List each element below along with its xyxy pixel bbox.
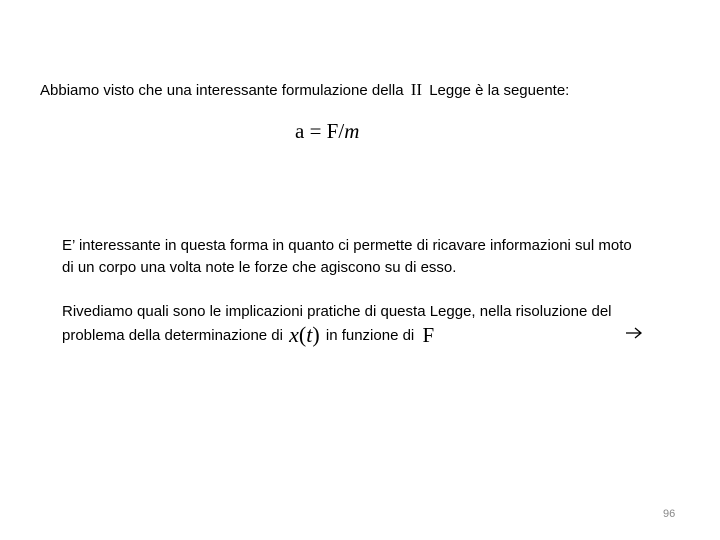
intro-text-before: Abbiamo visto che una interessante formulazione della bbox=[40, 82, 404, 99]
intro-line bbox=[40, 80, 569, 101]
paragraph1-line1: E’ interessante in questa forma in quanto ci permette di ricavare informazioni sul moto bbox=[62, 237, 632, 254]
force-symbol: F bbox=[422, 323, 435, 347]
formula-slash: / bbox=[338, 119, 345, 143]
formula-acceleration: a bbox=[295, 119, 305, 143]
right-arrow-icon bbox=[624, 325, 644, 341]
formula bbox=[295, 118, 359, 144]
paragraph2-line2-text-mid: in funzione di bbox=[325, 327, 415, 344]
paragraph2-line1: Rivediamo quali sono le implicazioni pratiche di questa Legge, nella risoluzione del bbox=[62, 303, 612, 320]
formula-equals: = bbox=[309, 119, 322, 143]
intro-text-after: Legge è la seguente: bbox=[429, 82, 570, 99]
time-t: t bbox=[306, 322, 313, 347]
roman-numeral: II bbox=[410, 80, 423, 99]
paragraph1-line2: di un corpo una volta note le forze che agiscono su di esso. bbox=[62, 259, 457, 276]
position-function bbox=[287, 322, 322, 347]
paragraph2-line2 bbox=[62, 322, 435, 347]
paragraph2-line2-text-before: problema della determinazione di bbox=[62, 327, 283, 344]
formula-mass: m bbox=[344, 119, 360, 143]
paren-close: ) bbox=[312, 322, 320, 347]
formula-force: F bbox=[326, 119, 339, 143]
position-x: x bbox=[289, 322, 299, 347]
page-number: 96 bbox=[663, 508, 676, 520]
paren-open: ( bbox=[298, 322, 307, 347]
